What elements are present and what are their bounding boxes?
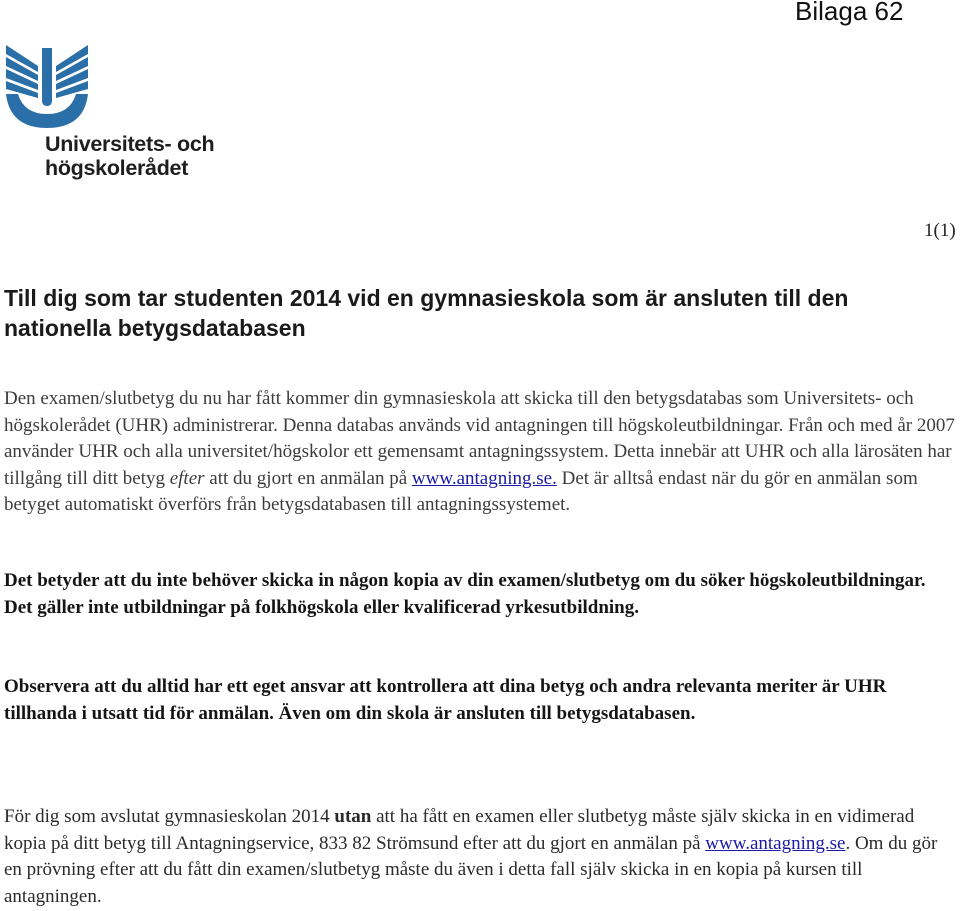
appendix-label: Bilaga 62 xyxy=(795,0,904,26)
paragraph-without-exam-text-b: att ha fått en examen eller slutbetyg måste själv skicka in en vidimerad kopia på ditt betyg till Antagningservice, 833 82 Strömsund efter att du gjort en anmälan på xyxy=(4,806,915,854)
paragraph-intro-text-c: Det är alltså endast när du gör en anmälan som betyget automatiskt överförs från betygsdatabasen till antagningssystemet. xyxy=(4,467,918,515)
uhr-emblem-icon xyxy=(4,42,94,132)
logo-line-2: högskolerådet xyxy=(45,156,189,180)
antagning-link-2[interactable]: www.antagning.se xyxy=(705,832,846,854)
paragraph-without-exam-text-a: För dig som avslutat gymnasieskolan 2014 xyxy=(4,806,335,827)
antagning-link[interactable]: www.antagning.se. xyxy=(411,467,557,489)
logo-wordmark xyxy=(45,132,214,180)
paragraph-without-exam-text-c: . Om du gör en prövning efter att du fått din examen/slutbetyg måste du även i detta fall själv skicka in en kopia på kursen till antagningen. xyxy=(4,832,938,907)
paragraph-intro-text-a: Den examen/slutbetyg du nu har fått kommer din gymnasieskola att skicka till den betygsdatabas som Universitets- och högskolerådet (UHR) administrerar. Denna databas används vid antagningen till högskoleutbildningar. Från och med år 2007 använder UHR och alla universitet/högskolor ett gemensamt antagningssystem. Detta innebär att UHR och alla lärosäten har tillgång till ditt betyg xyxy=(4,388,955,489)
paragraph-no-copy-needed: Det betyder att du inte behöver skicka in någon kopia av din examen/slutbetyg om du söker högskoleutbildningar. Det gäller inte utbildningar på folkhögskola eller kvalificerad yrkesutbildning. xyxy=(4,570,926,618)
logo-line-1: Universitets- och xyxy=(45,132,215,156)
paragraph-intro xyxy=(4,386,956,519)
page-title: Till dig som tar studenten 2014 vid en gymnasieskola som är ansluten till den nationella betygsdatabasen xyxy=(4,285,849,341)
page-number: 1(1) xyxy=(924,220,956,241)
paragraph-intro-text-b: att du gjort en anmälan på xyxy=(204,467,412,489)
paragraph-without-exam xyxy=(4,804,956,910)
uhr-logo xyxy=(4,42,236,182)
paragraph-own-responsibility: Observera att du alltid har ett eget ansvar att kontrollera att dina betyg och andra relevanta meriter är UHR tillhanda i utsatt tid för anmälan. Även om din skola är ansluten till betygsdatabasen. xyxy=(4,676,887,724)
bold-utan: utan xyxy=(334,806,372,827)
emphasis-after: efter xyxy=(169,467,205,489)
